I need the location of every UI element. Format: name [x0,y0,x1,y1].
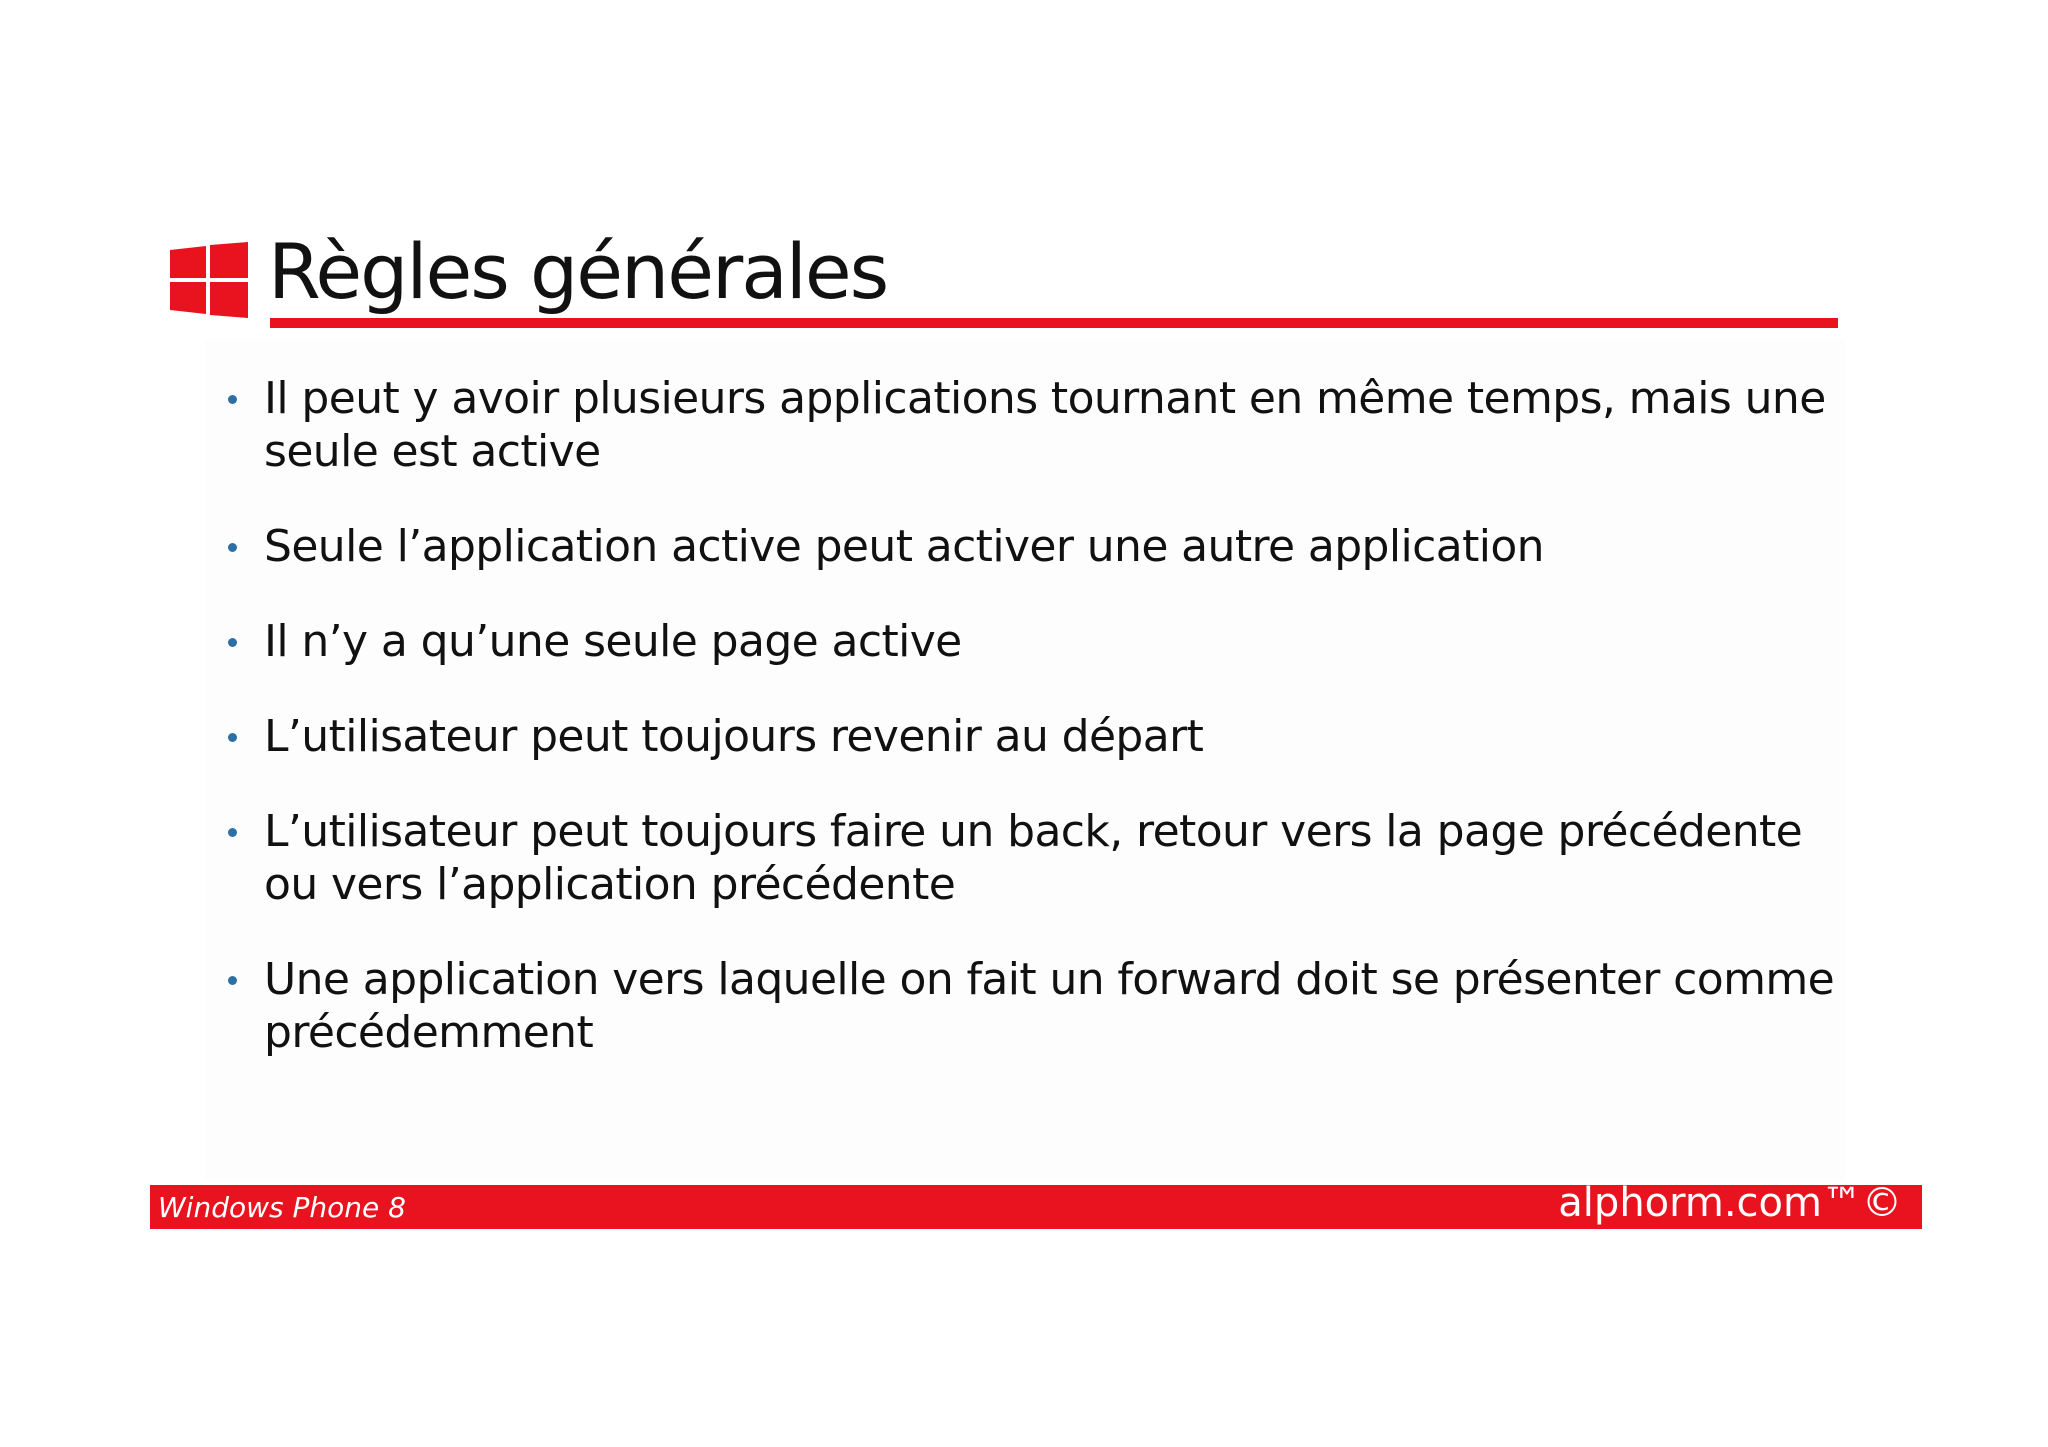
bullet-dot-icon [228,638,237,647]
footer-brand: alphorm.com™© [1558,1180,1902,1226]
bullet-dot-icon [228,828,237,837]
bullet-text: L’utilisateur peut toujours revenir au départ [264,711,1204,762]
bullet-list [228,372,1848,1101]
bullet-text: Il peut y avoir plusieurs applications tournant en même temps, mais une seule est active [264,373,1826,477]
bullet-dot-icon [228,395,237,404]
slide-title: Règles générales [268,227,888,316]
bullet-item [228,520,1848,573]
bullet-item [228,953,1848,1059]
bullet-item [228,372,1848,478]
bullet-dot-icon [228,976,237,985]
bullet-text: L’utilisateur peut toujours faire un back, retour vers la page précédente ou vers l’application précédente [264,806,1803,910]
bullet-text: Il n’y a qu’une seule page active [264,616,962,667]
bullet-dot-icon [228,543,237,552]
footer-bar [150,1180,1922,1229]
bullet-item [228,805,1848,911]
bullet-item [228,710,1848,763]
bullet-text: Une application vers laquelle on fait un forward doit se présenter comme précédemment [264,954,1835,1058]
footer-product-name: Windows Phone 8 [158,1191,406,1224]
bullet-text: Seule l’application active peut activer une autre application [264,521,1544,572]
bullet-item [228,615,1848,668]
windows-logo-icon [170,242,248,318]
bullet-dot-icon [228,733,237,742]
title-underline [270,318,1838,328]
